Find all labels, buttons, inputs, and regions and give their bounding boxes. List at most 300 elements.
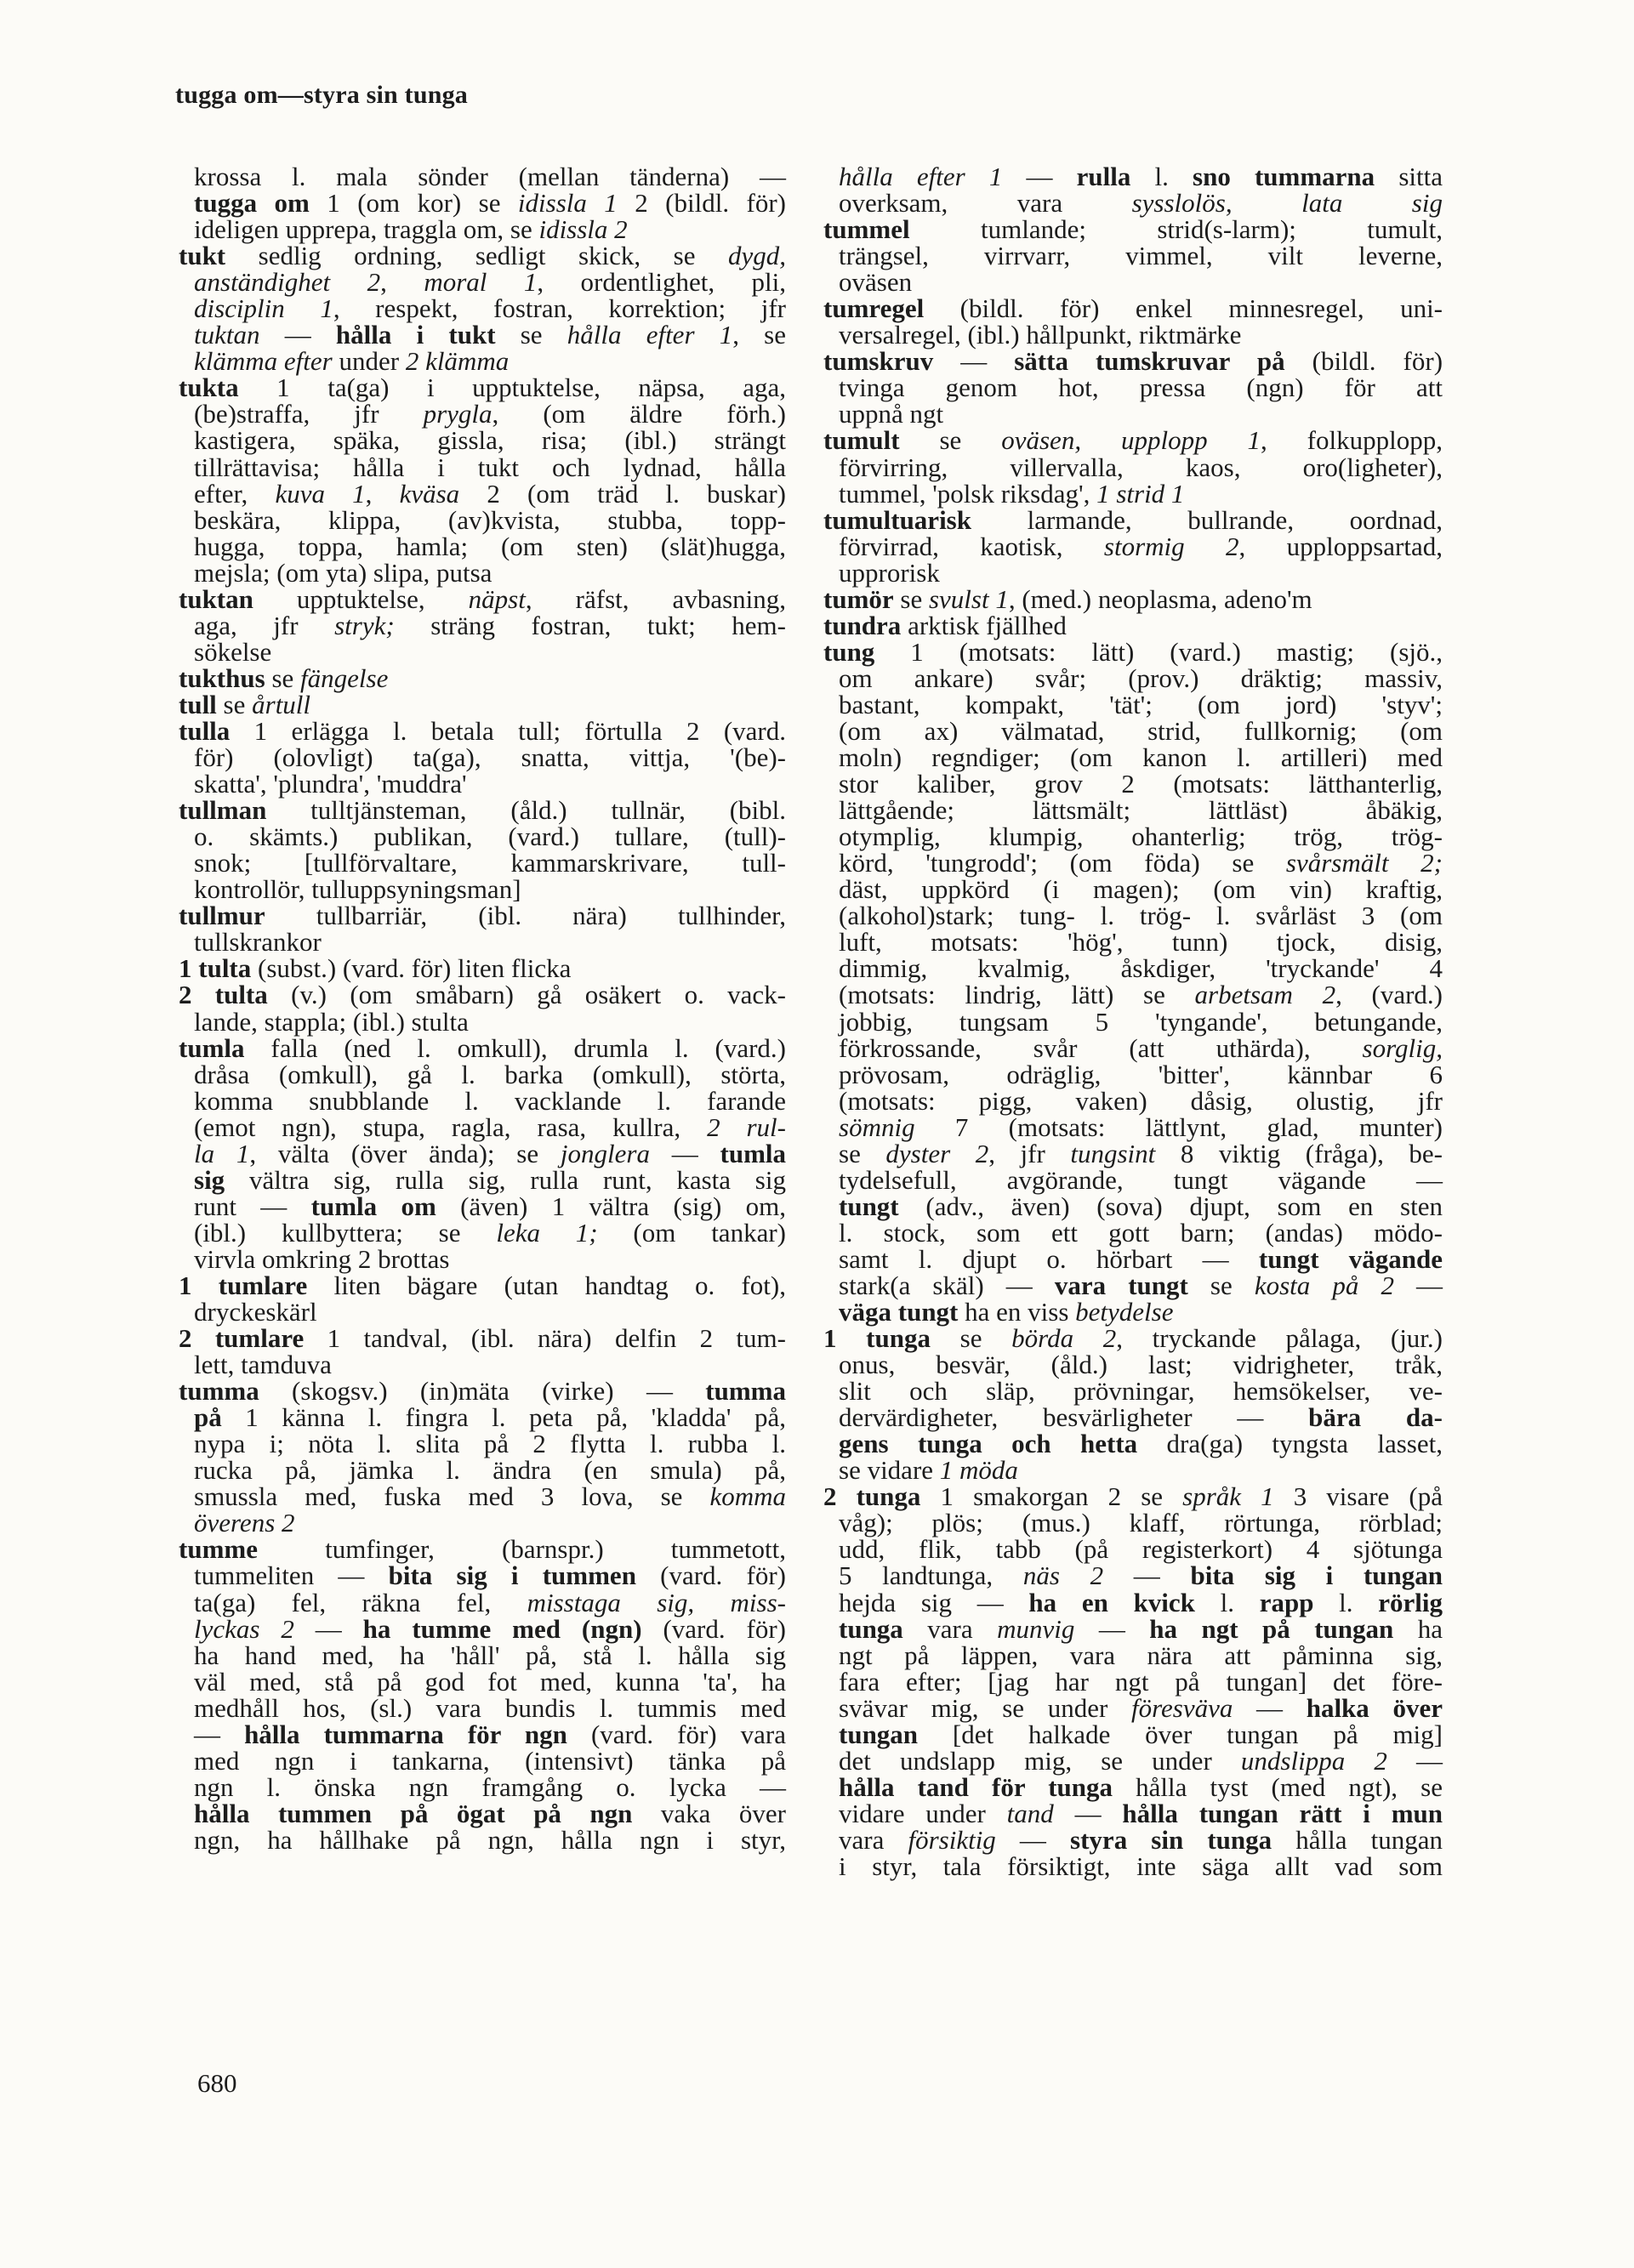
entry-line — [194, 1085, 786, 1116]
entry-line — [194, 1642, 786, 1668]
definition-text: (vard. för) — [635, 1560, 786, 1591]
definition-text: — — [1103, 1560, 1191, 1591]
definition-text: — — [259, 320, 336, 350]
definition-text: komma snubblande l. vacklande l. farande — [194, 1085, 786, 1116]
headword-text: tullmur — [179, 901, 265, 931]
definition-text: (vard. för) vara — [566, 1719, 787, 1749]
entry-headline — [179, 1272, 786, 1299]
entry-headline — [823, 504, 1443, 535]
entry-line — [839, 1800, 1443, 1827]
definition-text: — — [194, 1719, 245, 1749]
definition-text: ha hand med, ha 'håll' på, stå l. hålla sig — [194, 1640, 786, 1670]
entry-headline — [823, 293, 1443, 324]
definition-text: , folkupplopp, — [1261, 425, 1443, 456]
reference-text: svulst 1 — [928, 583, 1009, 614]
definition-text: — — [1386, 1745, 1443, 1776]
entry-line — [194, 1745, 786, 1776]
entry-line — [194, 533, 786, 560]
headword-text: tumme — [179, 1534, 258, 1565]
definition-text: krossa l. mala sönder (mellan tänderna) — — [194, 162, 786, 191]
definition-text: 1 känna l. fingra l. peta på, 'kladda' på, — [221, 1402, 786, 1433]
running-header: tugga om—styra sin tunga — [175, 81, 468, 109]
entry-line — [194, 480, 786, 507]
entry-line — [839, 1085, 1443, 1116]
entry-line — [839, 953, 1443, 984]
headword-text: tumultuarisk — [823, 504, 971, 535]
entry-headline — [823, 583, 1443, 614]
definition-text: l. — [1313, 1587, 1379, 1617]
headword-text: tungan — [839, 1719, 919, 1749]
reference-text: stryk; — [334, 610, 395, 640]
entry-line — [839, 850, 1443, 876]
definition-text: trängsel, virrvarr, vimmel, vilt leverne, — [839, 241, 1443, 271]
definition-text: larmande, bullrande, oordnad, — [971, 504, 1443, 535]
definition-text: tullbarriär, (ibl. nära) tullhinder, — [265, 901, 786, 931]
entry-line — [194, 346, 786, 377]
headword-text: sno tummarna — [1193, 162, 1375, 191]
entry-headline — [179, 1323, 786, 1354]
reference-text: 2 klämma — [405, 346, 510, 377]
definition-text: — — [649, 1138, 720, 1168]
reference-text: kosta på 2 — [1254, 1270, 1394, 1300]
entry-line — [839, 770, 1443, 797]
definition-text: tumlande; strid(s-larm); tumult, — [909, 214, 1443, 245]
definition-text: , räfst, avbasning, — [525, 583, 787, 614]
definition-text: dryckeskärl — [194, 1297, 317, 1327]
definition-text: (v.) (om småbarn) gå osäkert o. vack- — [267, 980, 787, 1010]
entry-line — [839, 715, 1443, 746]
definition-text: (motsats: pigg, vaken) dåsig, olustig, jfr — [839, 1085, 1443, 1116]
definition-text: under — [332, 346, 406, 377]
definition-text: versalregel, (ibl.) hållpunkt, riktmärke — [839, 320, 1242, 350]
definition-text: dra(ga) tyngsta lasset, — [1137, 1429, 1443, 1459]
headword-text: tummel — [823, 214, 910, 245]
entry-line — [194, 267, 786, 298]
definition-text: , välta (över ända); se — [249, 1138, 561, 1168]
reference-text: hålla efter 1 — [839, 162, 1003, 191]
definition-text: se — [893, 583, 929, 614]
entry-line — [194, 1721, 786, 1748]
definition-text: vältra sig, rulla sig, rulla runt, kasta sig — [225, 1164, 786, 1195]
definition-text: sedlig ordning, sedligt skick, se — [225, 241, 728, 271]
reference-text: överens 2 — [194, 1508, 295, 1538]
entry-line — [194, 1006, 786, 1037]
reference-text: prygla — [423, 399, 492, 429]
definition-text: förvirring, villervalla, kaos, oro(ligheter), — [839, 452, 1443, 482]
entry-headline — [823, 425, 1443, 456]
definition-text: beskära, klippa, (av)kvista, stubba, topp- — [194, 504, 786, 535]
entry-line — [839, 1061, 1443, 1088]
definition-text: om ankare) svår; (prov.) dräktig; massiv, — [839, 662, 1443, 693]
definition-text: 1 erlägga l. betala tull; förtulla 2 (vard. — [230, 715, 786, 746]
entry-line — [839, 163, 1443, 190]
headword-text: bita sig i tummen — [388, 1560, 636, 1591]
entry-line — [839, 401, 1443, 427]
definition-text: stor kaliber, grov 2 (motsats: lätthanterlig, — [839, 769, 1443, 799]
entry-line — [839, 795, 1443, 826]
entry-line — [194, 770, 786, 797]
reference-text: tand — [1006, 1798, 1054, 1828]
entry-line — [839, 1771, 1443, 1802]
reference-text: disciplin 1 — [194, 293, 333, 324]
left-column — [179, 162, 787, 1855]
entry-line — [194, 1140, 786, 1167]
entry-line — [194, 454, 786, 480]
entry-line — [839, 1032, 1443, 1063]
headword-text: tungt vägande — [1258, 1243, 1443, 1274]
definition-text: tvinga genom hot, pressa (ngn) för att — [839, 372, 1443, 403]
entry-headline — [179, 953, 786, 984]
definition-text: , respekt, fostran, korrektion; jfr — [333, 293, 787, 324]
headword-text: 2 tulta — [179, 980, 268, 1010]
definition-text: (adv., även) (sova) djupt, som en sten — [898, 1191, 1443, 1221]
definition-text: körd, 'tungrodd'; (om föda) se — [839, 848, 1286, 878]
definition-text: sitta — [1375, 162, 1443, 191]
headword-text: väga tungt — [839, 1297, 959, 1327]
headword-text: tugga om — [194, 188, 310, 219]
definition-text: hugga, toppa, hamla; (om sten) (slät)hugga, — [194, 531, 786, 561]
entry-line — [839, 1402, 1443, 1433]
entry-line — [839, 1534, 1443, 1565]
entry-line — [839, 242, 1443, 269]
definition-text: ngt på läppen, vara nära att påminna sig, — [839, 1640, 1443, 1670]
reference-text: stormig 2 — [1103, 531, 1239, 561]
entry-line — [194, 1562, 786, 1589]
definition-text: skatta', 'plundra', 'muddra' — [194, 769, 467, 799]
entry-line — [839, 1824, 1443, 1855]
entry-headline — [179, 691, 786, 718]
definition-text: 1 tandval, (ibl. nära) delfin 2 tum- — [304, 1323, 786, 1354]
definition-text: se — [216, 689, 253, 719]
entry-headline — [823, 346, 1443, 377]
definition-text: , (med.) neoplasma, adeno'm — [1008, 583, 1312, 614]
definition-text: ha en viss — [958, 1297, 1076, 1327]
reference-text: kuva 1 — [275, 478, 366, 509]
entry-headline — [179, 795, 786, 826]
headword-text: tukthus — [179, 662, 265, 693]
entry-line — [194, 1299, 786, 1325]
definition-text: luft, motsats: 'hög', tunn) tjock, disig, — [839, 927, 1443, 958]
entry-line — [839, 662, 1443, 693]
definition-text: lättgående; lättsmält; lättläst) åbäkig, — [839, 795, 1443, 826]
reference-text: börda 2 — [1011, 1323, 1117, 1354]
entry-headline — [179, 1376, 786, 1407]
entry-line — [839, 1721, 1443, 1748]
definition-text: rucka på, jämka l. ändra (en smula) på, — [194, 1455, 786, 1486]
headword-text: sig — [194, 1164, 225, 1195]
definition-text: lande, stappla; (ibl.) stulta — [194, 1006, 469, 1037]
entry-line — [839, 480, 1443, 507]
definition-text: [det halkade över tungan på mig] — [918, 1719, 1443, 1749]
definition-text: tummeliten — — [194, 1560, 389, 1591]
definition-text: se — [899, 425, 1002, 456]
definition-text: samt l. djupt o. hörbart — — [839, 1243, 1259, 1274]
definition-text: mejsla; (om yta) slipa, putsa — [194, 557, 492, 588]
entry-headline — [823, 1323, 1443, 1354]
definition-text: förvirrad, kaotisk, — [839, 531, 1104, 561]
entry-line — [839, 1430, 1443, 1457]
entry-line — [839, 1613, 1443, 1644]
entry-line — [194, 1061, 786, 1088]
reference-text: sorglig, — [1362, 1032, 1443, 1063]
headword-text: hålla tand för tunga — [839, 1771, 1113, 1802]
headword-text: på — [194, 1402, 222, 1433]
reference-text: kväsa — [399, 478, 460, 509]
reference-text: årtull — [252, 689, 311, 719]
reference-text: klämma efter — [194, 346, 333, 377]
definition-text: se — [495, 320, 567, 350]
entry-line — [839, 1193, 1443, 1219]
entry-line — [194, 1692, 786, 1723]
entry-line — [839, 902, 1443, 929]
entry-line — [194, 1219, 786, 1246]
entry-line — [194, 1613, 786, 1644]
reference-text: tungsint — [1070, 1138, 1156, 1168]
entry-headline — [179, 583, 787, 614]
entry-line — [839, 1745, 1443, 1776]
headword-text: tukt — [179, 241, 226, 271]
entry-line — [839, 1853, 1443, 1879]
reference-text: sysslolös, lata sig — [1131, 188, 1443, 219]
headword-text: tumla — [720, 1138, 786, 1168]
reference-text: leka 1; — [496, 1217, 598, 1248]
definition-text: medhåll hos, (sl.) vara bundis l. tummis med — [194, 1692, 786, 1723]
reference-text: näs 2 — [1022, 1560, 1104, 1591]
headword-text: halka över — [1306, 1692, 1443, 1723]
headword-text: sätta tumskruvar på — [1014, 346, 1285, 377]
definition-text: 1 ta(ga) i upptuktelse, näpsa, aga, — [238, 372, 786, 403]
reference-text: undslippa 2 — [1240, 1745, 1387, 1776]
definition-text: dimmig, kvalmig, åskdiger, 'tryckande' 4 — [839, 953, 1443, 984]
entry-line — [194, 1430, 786, 1457]
definition-text: stark(a skäl) — — [839, 1270, 1055, 1300]
entry-line — [839, 1006, 1443, 1037]
reference-text: 2 rul- — [707, 1111, 786, 1142]
entry-headline — [179, 374, 786, 401]
definition-text: se vidare — [839, 1455, 940, 1486]
definition-text: (skogsv.) (in)mäta (virke) — — [259, 1376, 706, 1407]
headword-text: rulla — [1076, 162, 1131, 191]
definition-text: hejda sig — — [839, 1587, 1029, 1617]
entry-line — [839, 691, 1443, 718]
entry-line — [839, 1219, 1443, 1246]
definition-text: 1 (motsats: lätt) (vard.) mastig; (sjö., — [874, 636, 1443, 667]
headword-text: hålla tummen på ögat på ngn — [194, 1798, 633, 1828]
definition-text: vara — [839, 1824, 908, 1855]
definition-text: (om ax) välmatad, strid, fullkornig; (om — [839, 715, 1443, 746]
entry-headline — [823, 214, 1443, 245]
headword-text: tunga — [839, 1613, 903, 1644]
definition-text: , se — [732, 320, 786, 350]
definition-text: (bildl. för) — [1284, 346, 1443, 377]
entry-line — [839, 267, 1443, 298]
entry-line — [839, 742, 1443, 773]
definition-text: — — [1074, 1613, 1150, 1644]
definition-text: uppnå ngt — [839, 399, 944, 429]
page-number: 680 — [197, 2068, 237, 2098]
definition-text: snok; [tullförvaltare, kammarskrivare, tull- — [194, 848, 786, 878]
reference-text: moral 1 — [424, 267, 538, 298]
entry-headline — [179, 902, 786, 929]
definition-text: jobbig, tungsam 5 'tyngande', betungande, — [839, 1006, 1443, 1037]
definition-text: ngn l. önska ngn framgång o. lycka — — [194, 1771, 786, 1802]
entry-line — [839, 1692, 1443, 1723]
reference-text: betydelse — [1075, 1297, 1174, 1327]
entry-headline — [823, 612, 1443, 639]
definition-text: vidare under — [839, 1798, 1007, 1828]
reference-text: hålla efter 1 — [566, 320, 733, 350]
headword-text: ha tumme med (ngn) — [362, 1613, 642, 1644]
definition-text: kastigera, späka, gissla, risa; (ibl.) strängt — [194, 425, 786, 456]
definition-text: tummel, 'polsk riksdag', — [839, 478, 1097, 509]
entry-line — [839, 981, 1443, 1008]
headword-text: tumma — [179, 1376, 259, 1407]
definition-text: dervärdigheter, besvärligheter — — [839, 1402, 1309, 1433]
headword-text: tukta — [179, 372, 239, 403]
reference-text: arbetsam 2 — [1194, 980, 1336, 1010]
headword-text: bära da- — [1308, 1402, 1443, 1433]
entry-headline — [179, 981, 786, 1008]
definition-text: sträng fostran, tukt; hem- — [394, 610, 786, 640]
entry-headline — [179, 1032, 786, 1063]
definition-text: (subst.) (vard. för) liten flicka — [251, 953, 572, 984]
headword-text: gens tunga och hetta — [839, 1429, 1138, 1459]
headword-text: tullman — [179, 795, 267, 826]
entry-line — [839, 927, 1443, 958]
entry-line — [194, 636, 786, 667]
reference-text: sömnig — [839, 1111, 915, 1142]
definition-text: (emot ngn), stupa, ragla, rasa, kullra, — [194, 1111, 708, 1142]
definition-text: bastant, kompakt, 'tät'; (om jord) 'styv'; — [839, 689, 1443, 719]
definition-text: l. — [1194, 1587, 1260, 1617]
definition-text: — — [1053, 1798, 1123, 1828]
definition-text: se — [839, 1138, 886, 1168]
definition-text: , (vard.) — [1335, 980, 1443, 1010]
headword-text: tumult — [823, 425, 900, 456]
headword-text: tung — [823, 636, 875, 667]
entry-headline — [179, 242, 786, 269]
headword-text: hålla tummarna för ngn — [244, 1719, 567, 1749]
entry-line — [839, 1111, 1443, 1142]
definition-text: i styr, tala försiktigt, inte säga allt vad som — [839, 1851, 1443, 1881]
definition-text: vara — [902, 1613, 998, 1644]
headword-text: tull — [179, 689, 217, 719]
entry-line — [839, 1140, 1443, 1167]
definition-text: (även) 1 vältra (sig) om, — [436, 1191, 787, 1221]
entry-line — [194, 425, 786, 456]
definition-text: vaka över — [632, 1798, 787, 1828]
headword-text: tumla om — [310, 1191, 436, 1221]
entry-line — [194, 188, 786, 219]
headword-text: tumla — [179, 1032, 245, 1063]
reference-text: la 1 — [194, 1138, 250, 1168]
entry-line — [839, 823, 1443, 850]
definition-text: (vard. för) — [641, 1613, 786, 1644]
definition-text: efter, — [194, 478, 276, 509]
entry-line — [194, 321, 786, 348]
entry-line — [839, 1164, 1443, 1195]
entry-headline — [179, 662, 786, 693]
reference-text: idissla 1 — [517, 188, 618, 219]
reference-text: språk 1 — [1182, 1481, 1274, 1512]
headword-text: ha ngt på tungan — [1149, 1613, 1394, 1644]
reference-text: föresväva — [1130, 1692, 1233, 1723]
reference-text: munvig — [997, 1613, 1075, 1644]
headword-text: 1 tulta — [179, 953, 252, 984]
headword-text: vara tungt — [1054, 1270, 1188, 1300]
definition-text: 8 viktig (fråga), be- — [1155, 1138, 1443, 1168]
entry-line — [839, 1589, 1443, 1616]
definition-text: däst, uppkörd (i magen); (om vin) kraftig, — [839, 874, 1443, 905]
reference-text: svårsmält 2; — [1285, 848, 1443, 878]
headword-text: 2 tumlare — [179, 1323, 305, 1354]
definition-text: oväsen — [839, 267, 913, 298]
reference-text: dygd, — [727, 241, 786, 271]
definition-text: arktisk fjällhed — [901, 610, 1067, 640]
definition-text: (be)straffa, jfr — [194, 399, 424, 429]
entry-line — [194, 401, 786, 427]
entry-line — [194, 1243, 786, 1274]
definition-text: — — [933, 346, 1015, 377]
reference-text: tuktan — [194, 320, 260, 350]
definition-text: tillrättavisa; hålla i tukt och lydnad, hålla — [194, 452, 786, 482]
definition-text: med ngn i tankarna, (intensivt) tänka på — [194, 1745, 786, 1776]
definition-text: se — [930, 1323, 1012, 1354]
entry-line — [194, 1193, 786, 1219]
definition-text: , — [365, 478, 400, 509]
entry-line — [194, 1771, 786, 1802]
entry-line — [194, 1589, 786, 1616]
definition-text: , (om äldre förh.) — [492, 399, 786, 429]
entry-line — [194, 850, 786, 876]
headword-text: tumma — [705, 1376, 786, 1407]
entry-line — [194, 742, 786, 773]
entry-line — [194, 504, 786, 535]
headword-text: ha en kvick — [1028, 1587, 1195, 1617]
definition-text: (ibl.) kullbyttera; se — [194, 1217, 497, 1248]
headword-text: tulla — [179, 715, 231, 746]
definition-text: ideligen upprepa, traggla om, se — [194, 214, 539, 245]
definition-text: l. — [1130, 162, 1193, 191]
definition-text: 1 (om kor) se — [309, 188, 518, 219]
entry-line — [194, 1455, 786, 1486]
entry-line — [194, 1351, 786, 1378]
entry-line — [839, 1243, 1443, 1274]
reference-text: näpst — [468, 583, 526, 614]
definition-text: hålla tyst (med ngt), se — [1113, 1771, 1443, 1802]
entry-headline — [823, 636, 1443, 667]
entry-line — [839, 1562, 1443, 1589]
definition-text: se — [265, 662, 301, 693]
definition-text: ngn, ha hållhake på ngn, hålla ngn i styr, — [194, 1824, 786, 1855]
definition-text: aga, jfr — [194, 610, 335, 640]
entry-line — [839, 1642, 1443, 1668]
definition-text: upptuktelse, — [253, 583, 469, 614]
definition-text: udd, flik, tabb (på registerkort) 4 sjötunga — [839, 1534, 1443, 1565]
definition-text: se — [1187, 1270, 1255, 1300]
entry-headline — [179, 1534, 786, 1565]
headword-text: tuktan — [179, 583, 253, 614]
definition-text: , tryckande pålaga, (jur.) — [1116, 1323, 1443, 1354]
definition-text: , upploppsartad, — [1238, 531, 1443, 561]
entry-line — [194, 1402, 786, 1433]
headword-text: rörlig — [1378, 1587, 1443, 1617]
entry-line — [194, 823, 786, 850]
definition-text: det undslapp mig, se under — [839, 1745, 1241, 1776]
entry-line — [194, 1509, 786, 1536]
definition-text: fara efter; [jag har ngt på tungan] det före- — [839, 1666, 1443, 1697]
definition-text: (bildl. för) enkel minnesregel, uni- — [924, 293, 1443, 324]
